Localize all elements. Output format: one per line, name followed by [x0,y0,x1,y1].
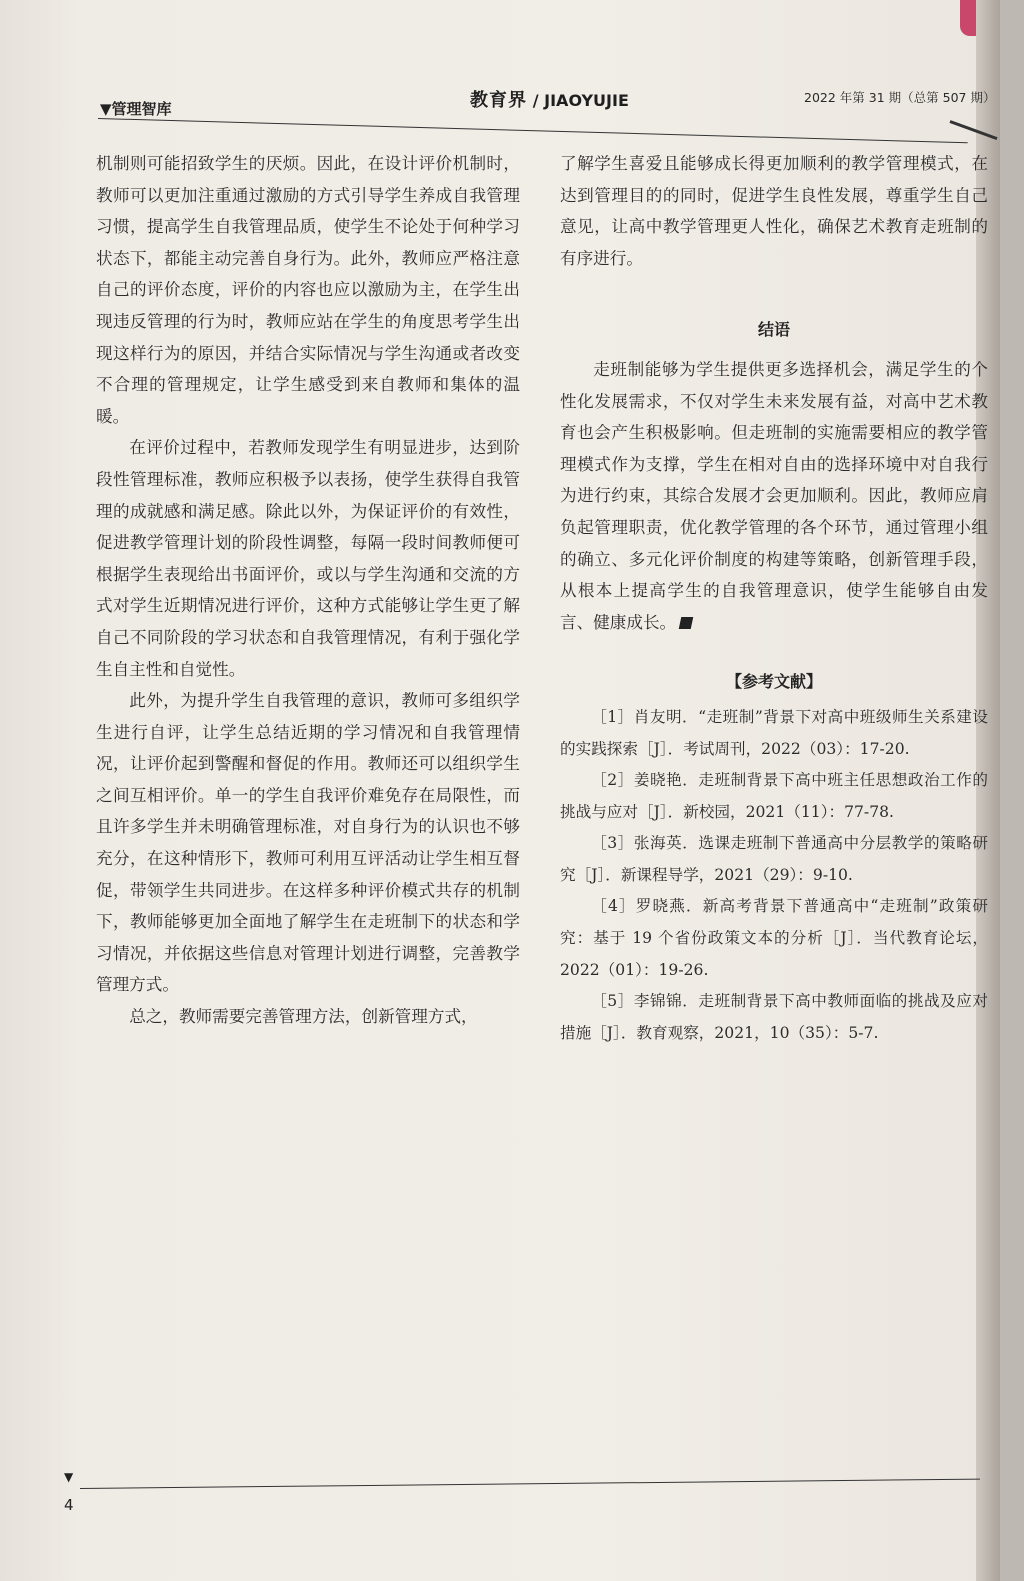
article-end-icon [679,617,694,629]
reference-item: ［2］姜晓艳．走班制背景下高中班主任思想政治工作的挑战与应对［J］．新校园，2021（11）：77-78. [560,771,988,821]
left-column [96,148,520,1033]
conclusion-text: 走班制能够为学生提供更多选择机会，满足学生的个性化发展需求，不仅对学生未来发展有益，对高中艺术教育也会产生积极影响。但走班制的实施需要相应的教学管理模式作为支撑，学生在相对自由的选择环境中对自我行为进行约束，其综合发展才会更加顺利。因此，教师应肩负起管理职责，优化教学管理的各个环节，通过管理小组的确立、多元化评价制度的构建等策略，创新管理手段，从根本上提高学生的自我管理意识，使学生能够自由发言、健康成长。 [560,359,988,632]
body-paragraph: 了解学生喜爱且能够成长得更加顺利的教学管理模式，在达到管理目的的同时，促进学生良性发展，尊重学生自己意见，让高中教学管理更人性化，确保艺术教育走班制的有序进行。 [560,154,988,268]
running-header [0,72,1000,124]
body-paragraph: 在评价过程中，若教师发现学生有明显进步，达到阶段性管理标准，教师应积极予以表扬，使学生获得自我管理的成就感和满足感。除此以外，为保证评价的有效性，促进教学管理计划的阶段性调整，每隔一段时间教师便可根据学生表现给出书面评价，或以与学生沟通和交流的方式对学生近期情况进行评价，这种方式能够让学生更了解自己不同阶段的学习状态和自我管理情况，有利于强化学生自主性和自觉性。 [96,438,520,679]
reference-item: ［3］张海英．选课走班制下普通高中分层教学的策略研究［J］．新课程导学，2021（29）：9-10. [560,834,988,884]
references-heading: 【参考文献】 [725,672,822,692]
conclusion-paragraph [560,354,988,638]
page-marker-icon: ▼ [64,1470,74,1484]
reference-item: ［1］肖友明．“走班制”背景下对高中班级师生关系建设的实践探索［J］．考试周刊，2022（03）：17-20. [560,707,988,758]
reference-item: ［5］李锦锦．走班制背景下高中教师面临的挑战及应对措施［J］．教育观察，2021，10（35）：5-7. [560,992,988,1042]
journal-title [470,86,629,112]
footer-rule [80,1479,980,1489]
issue-info: 2022 年第 31 期（总第 507 期） [804,90,996,105]
journal-title-cn: 教育界 [470,90,527,111]
journal-title-en: / JIAOYUJIE [532,91,629,110]
right-column [560,148,988,1049]
section-label: ▼管理智库 [100,100,172,118]
conclusion-heading: 结语 [757,320,790,340]
body-paragraph: 机制则可能招致学生的厌烦。因此，在设计评价机制时，教师可以更加注重通过激励的方式引导学生养成自我管理习惯，提高学生自我管理品质，使学生不论处于何种学习状态下，都能主动完善自身行为。此外，教师应严格注意自己的评价态度，评价的内容也应以激励为主，在学生出现违反管理的行为时，教师应站在学生的角度思考学生出现这样行为的原因，并结合实际情况与学生沟通或者改变不合理的管理规定，让学生感受到来自教师和集体的温暖。 [96,154,520,426]
body-paragraph: 此外，为提升学生自我管理的意识，教师可多组织学生进行自评，让学生总结近期的学习情况和自我管理情况，让评价起到警醒和督促的作用。教师还可以组织学生之间互相评价。单一的学生自我评价难免存在局限性，而且许多学生并未明确管理标准，对自身行为的认识也不够充分，在这种情形下，教师可利用互评活动让学生相互督促，带领学生共同进步。在这样多种评价模式共存的机制下，教师能够更加全面地了解学生在走班制下的状态和学习情况，并依据这些信息对管理计划进行调整，完善教学管理方式。 [96,691,520,995]
page-number: 4 [64,1496,74,1514]
reference-item: ［4］罗晓燕．新高考背景下普通高中“走班制”政策研究：基于 19 个省份政策文本的分析［J］．当代教育论坛，2022（01）：19-26. [560,897,988,979]
body-paragraph: 总之，教师需要完善管理方法，创新管理方式， [129,1007,478,1027]
